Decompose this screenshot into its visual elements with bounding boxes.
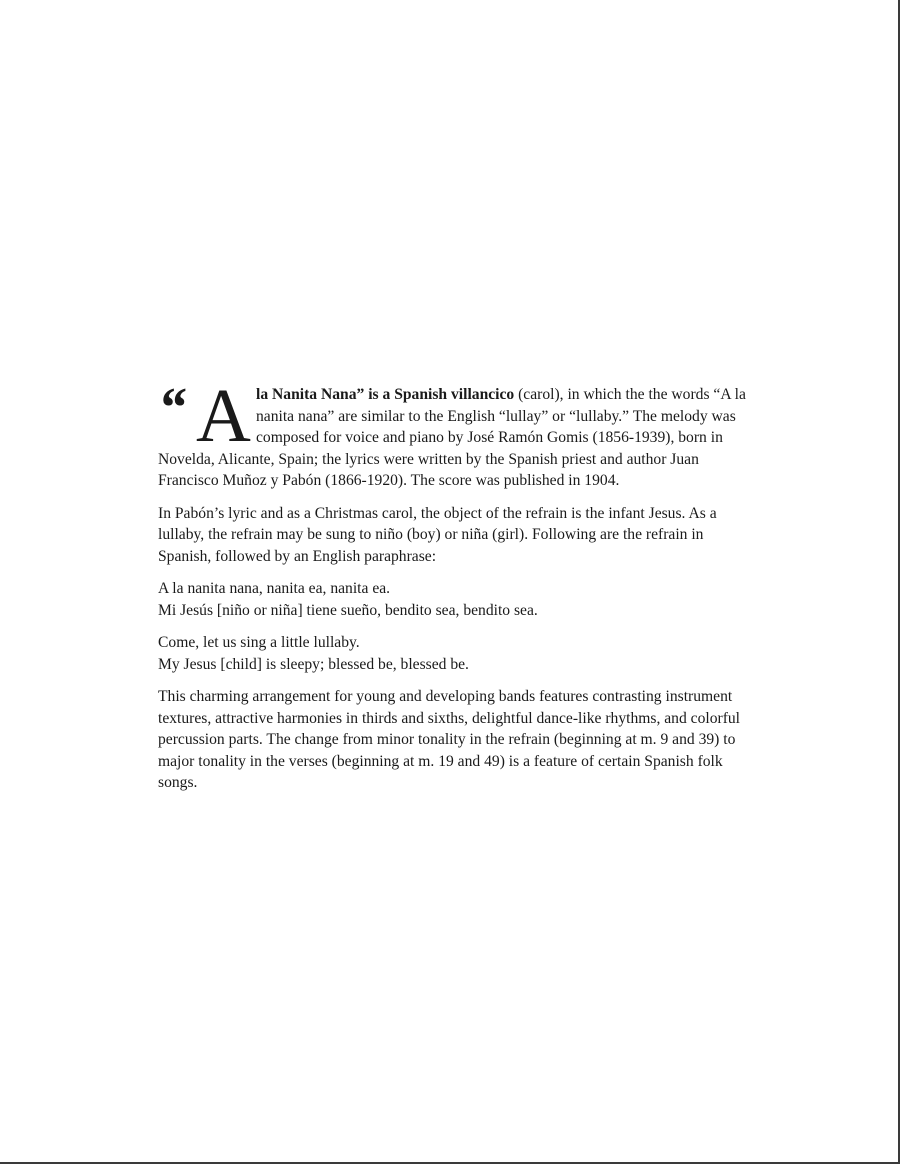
drop-cap	[158, 374, 256, 458]
english-refrain-line: Come, let us sing a little lullaby.	[158, 634, 360, 651]
drop-cap-quote-mark: “	[158, 377, 186, 439]
spanish-refrain	[158, 578, 748, 621]
intro-lead-bold: la Nanita Nana” is a Spanish villancico	[256, 386, 515, 403]
english-refrain-line: My Jesus [child] is sleepy; blessed be, blessed be.	[158, 655, 469, 673]
arrangement-paragraph: This charming arrangement for young and developing bands features contrasting instrument textures, attractive harmonies in thirds and sixths, delightful dance-like rhythms, and colorful percussion parts. The change from minor tonality in the refrain (beginning at m. 9 and 39) to major tonality in the verses (beginning at m. 19 and 49) is a feature of certain Spanish folk songs.	[158, 688, 741, 791]
lyric-context-paragraph: In Pabón’s lyric and as a Christmas carol, the object of the refrain is the infant Jesus. As a lullaby, the refrain may be sung to niño (boy) or niña (girl). Following are the refrain in Spanish, followed by an English paraphrase:	[158, 504, 717, 565]
spanish-refrain-line: Mi Jesús [niño or niña] tiene sueño, bendito sea, bendito sea.	[158, 601, 538, 619]
spanish-refrain-line: A la nanita nana, nanita ea, nanita ea.	[158, 580, 391, 597]
intro-paragraph	[158, 374, 748, 492]
intro-text: (carol), in which the the words “A la nanita nana” are similar to the English “lullay” or “lullaby.” The melody was composed for voice and piano by José Ramón Gomis (1856-1939), born in Novelda, Alicante, Spain; the lyrics were written by the Spanish priest and author Juan Francisco Muñoz y Pabón (1866-1920). The score was published in 1904.	[158, 386, 746, 489]
program-note	[158, 374, 748, 805]
english-refrain	[158, 632, 748, 675]
drop-cap-letter: A	[196, 374, 251, 458]
